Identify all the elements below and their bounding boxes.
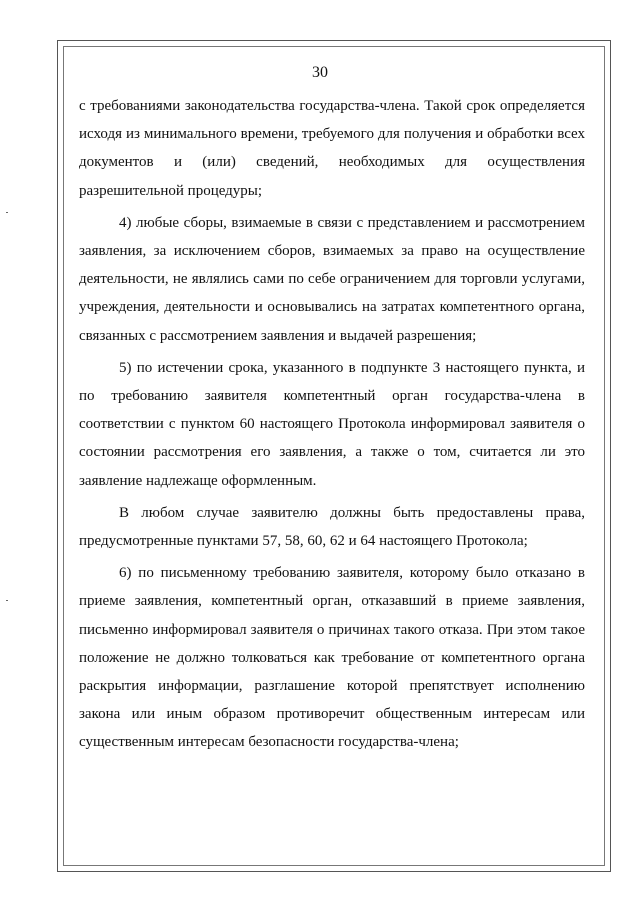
paragraph-item-5: 5) по истечении срока, указанного в подпункте 3 настоящего пункта, и по требованию заявителя компетентный орган государства-члена в соответствии с пунктом 60 настоящего Протокола информировал заявителя о состоянии рассмотрения его заявления, а также о том, считается ли это заявление надлежаще оформленным. — [79, 359, 585, 489]
scan-mark — [6, 600, 8, 601]
paragraph-item-4: 4) любые сборы, взимаемые в связи с представлением и рассмотрением заявления, за исключением сборов, взимаемых за право на осуществление деятельности, не являлись сами по себе ограничением для торговли услугами, учреждения, деятельности и основывались на затратах компетентного органа, связанных с рассмотрением заявления и выдачей разрешения; — [79, 214, 585, 344]
paragraph-item-6: 6) по письменному требованию заявителя, которому было отказано в приеме заявления, компетентный орган, отказавший в приеме заявления, письменно информировал заявителя о причинах такого отказа. При этом такое положение не должно толковаться как требование от компетентного органа раскрытия информации, разглашение которой препятствует исполнению закона или иным образом противоречит общественным интересам или существенным интересам безопасности государства-члена; — [79, 565, 585, 751]
paragraph-rights: В любом случае заявителю должны быть предоставлены права, предусмотренные пунктами 57, 58, 60, 62 и 64 настоящего Протокола; — [79, 504, 585, 550]
paragraph-continuation: с требованиями законодательства государства-члена. Такой срок определяется исходя из минимального времени, требуемого для получения и обработки всех документов и (или) сведений, необходимых для осуществления разрешительной процедуры; — [79, 98, 585, 199]
document-body — [79, 92, 585, 757]
page-number: 30 — [312, 64, 328, 81]
scan-mark — [6, 212, 8, 213]
